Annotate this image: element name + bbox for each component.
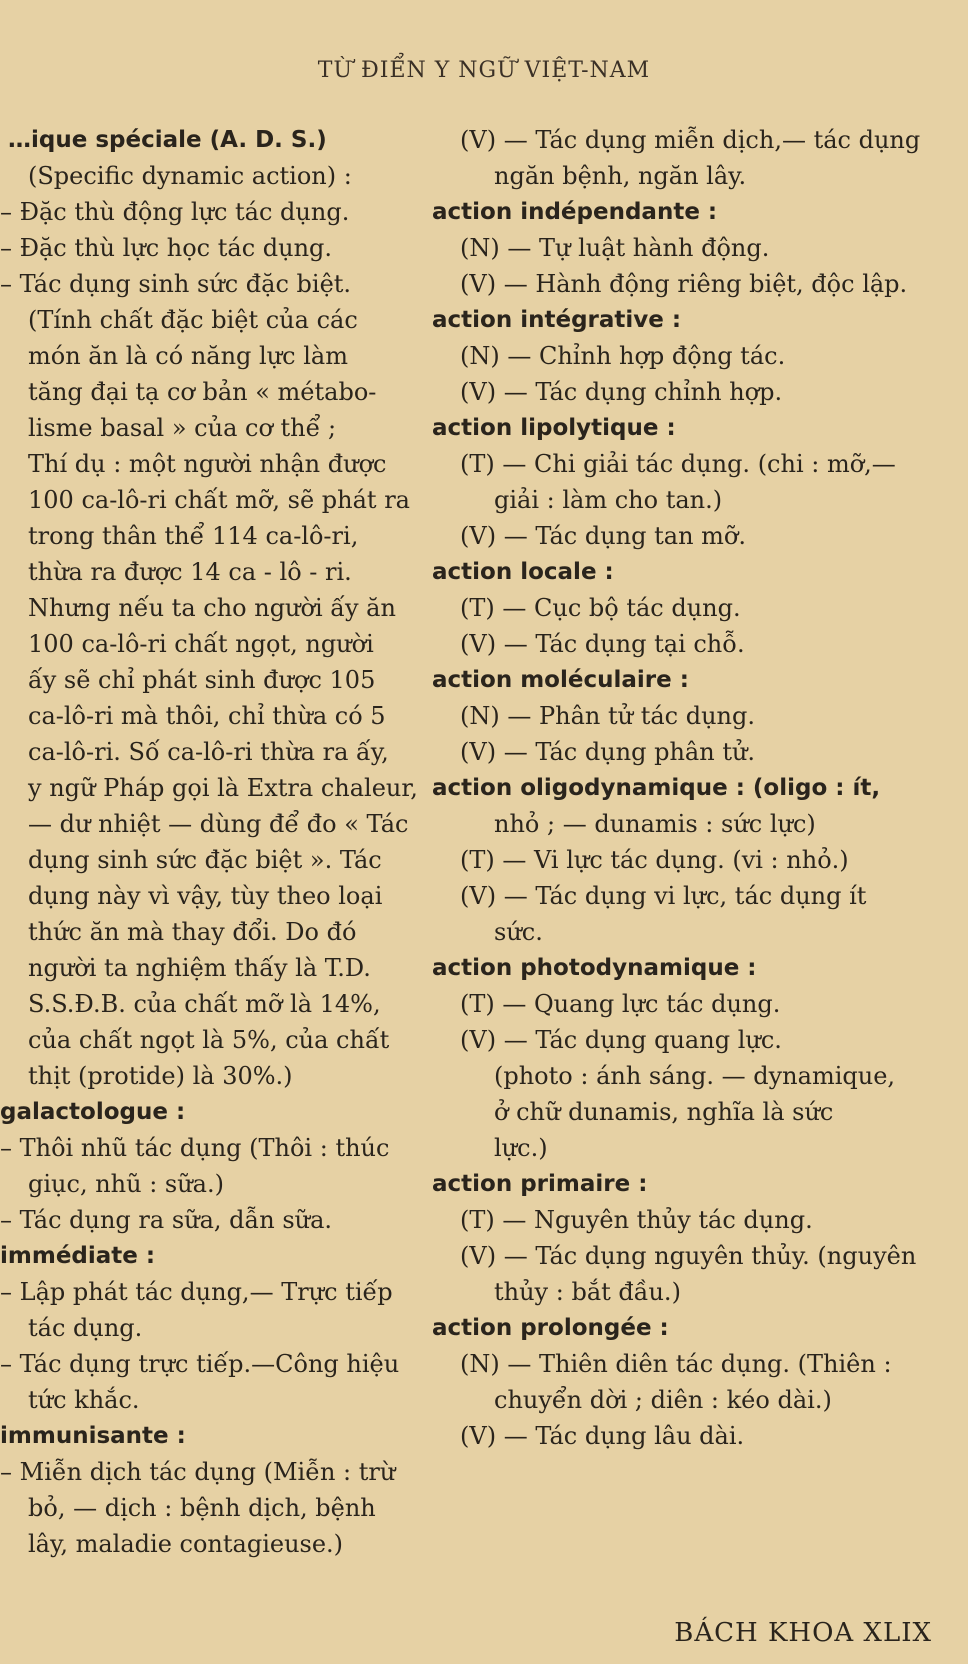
entry-line: – Đặc thù lực học tác dụng. — [0, 234, 333, 262]
entry-term: action oligodynamique : (oligo : ít, — [432, 775, 881, 801]
entry-term: action prolongée : — [432, 1315, 669, 1341]
entry-line: ca-lô-ri. Số ca-lô-ri thừa ra ấy, — [28, 738, 389, 766]
entry-line: (Tính chất đặc biệt của các — [28, 306, 358, 334]
entry-line: — dư nhiệt — dùng để đo « Tác — [28, 810, 409, 838]
entry-line: (T) — Chi giải tác dụng. (chi : mỡ,— — [460, 450, 896, 478]
entry-term: galactologue : — [0, 1099, 186, 1125]
entry-line: dụng sinh sức đặc biệt ». Tác — [28, 846, 382, 874]
entry-line: giải : làm cho tan.) — [494, 486, 723, 514]
entry-term: immédiate : — [0, 1243, 156, 1269]
entry-term: action intégrative : — [432, 307, 682, 333]
right-column — [432, 122, 957, 1454]
entry-line: (T) — Cục bộ tác dụng. — [460, 594, 741, 622]
entry-term: action lipolytique : — [432, 415, 676, 441]
entry-line: – Tác dụng sinh sức đặc biệt. — [0, 270, 352, 298]
entry-line: – Miễn dịch tác dụng (Miễn : trừ — [0, 1458, 396, 1486]
entry-line: giục, nhũ : sữa.) — [28, 1170, 224, 1198]
entry-line: y ngữ Pháp gọi là Extra chaleur, — [28, 774, 418, 802]
entry-line: người ta nghiệm thấy là T.D. — [28, 954, 371, 982]
entry-line: (V) — Tác dụng phân tử. — [460, 738, 756, 766]
entry-line: (V) — Tác dụng miễn dịch,— tác dụng — [460, 126, 921, 154]
entry-term: action photodynamique : — [432, 955, 757, 981]
entry-term: …ique spéciale (A. D. S.) — [8, 127, 327, 153]
entry-line: trong thân thể 114 ca-lô-ri, — [28, 522, 359, 550]
entry-line: tức khắc. — [28, 1386, 140, 1414]
entry-term: action locale : — [432, 559, 614, 585]
entry-line: thức ăn mà thay đổi. Do đó — [28, 918, 357, 946]
entry-line: (V) — Tác dụng tan mỡ. — [460, 522, 746, 550]
entry-line: (T) — Vi lực tác dụng. (vi : nhỏ.) — [460, 846, 849, 874]
entry-line: – Lập phát tác dụng,— Trực tiếp — [0, 1278, 393, 1306]
entry-line: S.S.Đ.B. của chất mỡ là 14%, — [28, 990, 381, 1018]
entry-line: dụng này vì vậy, tùy theo loại — [28, 882, 383, 910]
entry-line: thủy : bắt đầu.) — [494, 1278, 681, 1306]
entry-line: lực.) — [494, 1134, 548, 1162]
entry-line: sức. — [494, 918, 543, 946]
entry-line: (V) — Hành động riêng biệt, độc lập. — [460, 270, 908, 298]
entry-line: Nhưng nếu ta cho người ấy ăn — [28, 594, 396, 622]
entry-line: nhỏ ; — dunamis : sức lực) — [494, 810, 816, 838]
entry-line: (V) — Tác dụng tại chỗ. — [460, 630, 745, 658]
page-header: TỪ ĐIỂN Y NGỮ VIỆT-NAM — [317, 58, 651, 83]
entry-line: (T) — Quang lực tác dụng. — [460, 990, 781, 1018]
entry-line: (N) — Phân tử tác dụng. — [460, 702, 756, 730]
entry-line: ở chữ dunamis, nghĩa là sức — [494, 1098, 834, 1126]
entry-line: tăng đại tạ cơ bản « métabo- — [28, 378, 377, 406]
entry-term: action primaire : — [432, 1171, 648, 1197]
entry-line: (V) — Tác dụng vi lực, tác dụng ít — [460, 882, 867, 910]
entry-line: – Đặc thù động lực tác dụng. — [0, 198, 350, 226]
left-column — [0, 122, 418, 1562]
entry-line: 100 ca-lô-ri chất mỡ, sẽ phát ra — [28, 486, 410, 514]
entry-line: (V) — Tác dụng quang lực. — [460, 1026, 782, 1054]
entry-line: (photo : ánh sáng. — dynamique, — [494, 1062, 896, 1090]
entry-line: (N) — Tự luật hành động. — [460, 234, 770, 262]
entry-term: immunisante : — [0, 1423, 186, 1449]
entry-line: (Specific dynamic action) : — [28, 162, 352, 190]
entry-term: action moléculaire : — [432, 667, 689, 693]
entry-line: thừa ra được 14 ca - lô - ri. — [28, 558, 352, 586]
entry-term: action indépendante : — [432, 199, 718, 225]
entry-line: (N) — Chỉnh hợp động tác. — [460, 342, 786, 370]
entry-line: ngăn bệnh, ngăn lây. — [494, 162, 747, 190]
entry-line: Thí dụ : một người nhận được — [28, 450, 387, 478]
entry-line: thịt (protide) là 30%.) — [28, 1062, 293, 1090]
entry-line: – Tác dụng trực tiếp.—Công hiệu — [0, 1350, 400, 1378]
entry-line: 100 ca-lô-ri chất ngọt, người — [28, 630, 374, 658]
entry-line: ca-lô-ri mà thôi, chỉ thừa có 5 — [28, 702, 386, 730]
entry-line: bỏ, — dịch : bệnh dịch, bệnh — [28, 1494, 376, 1522]
entry-line: (T) — Nguyên thủy tác dụng. — [460, 1206, 813, 1234]
entry-line: (V) — Tác dụng nguyên thủy. (nguyên — [460, 1242, 917, 1270]
entry-line: của chất ngọt là 5%, của chất — [28, 1026, 390, 1054]
entry-line: lây, maladie contagieuse.) — [28, 1530, 344, 1558]
page-footer: BÁCH KHOA XLIX — [674, 1618, 932, 1648]
entry-line: (V) — Tác dụng chỉnh hợp. — [460, 378, 783, 406]
entry-line: (N) — Thiên diên tác dụng. (Thiên : — [460, 1350, 892, 1378]
entry-line: tác dụng. — [28, 1314, 143, 1342]
entry-line: (V) — Tác dụng lâu dài. — [460, 1422, 745, 1450]
entry-line: chuyển dời ; diên : kéo dài.) — [494, 1386, 832, 1414]
entry-line: lisme basal » của cơ thể ; — [28, 414, 337, 442]
entry-line: – Thôi nhũ tác dụng (Thôi : thúc — [0, 1134, 390, 1162]
entry-line: – Tác dụng ra sữa, dẫn sữa. — [0, 1206, 333, 1234]
entry-line: ấy sẽ chỉ phát sinh được 105 — [28, 666, 376, 694]
entry-line: món ăn là có năng lực làm — [28, 342, 348, 370]
